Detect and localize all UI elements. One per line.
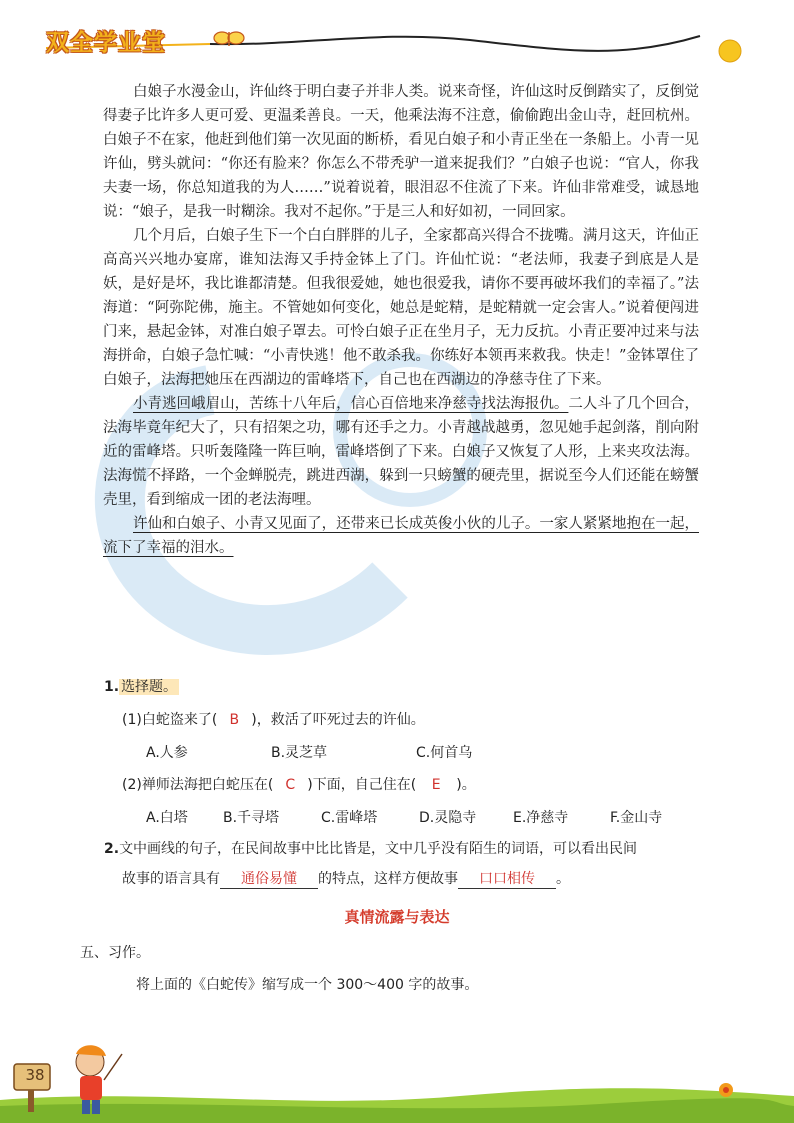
story-text bbox=[103, 80, 699, 560]
question-1-sub2: (2)禅师法海把白蛇压在( C )下面，自己住在( E )。 bbox=[122, 777, 476, 793]
brand-logo: 双全学业堂 bbox=[46, 30, 166, 56]
underlined-sentence-2: 许仙和白娘子、小青又见面了，还带来已长成英俊小伙的儿子。一家人紧紧地抱在一起，流下了幸福的泪水。 bbox=[103, 516, 699, 556]
sun-icon bbox=[717, 38, 743, 64]
answer-q2-1: 通俗易懂 bbox=[220, 868, 318, 889]
paragraph-1: 白娘子水漫金山，许仙终于明白妻子并非人类。说来奇怪，许仙这时反倒踏实了，反倒觉得妻子比许多人更可爱、更温柔善良。一天，他乘法海不注意，偷偷跑出金山寺，赶回杭州。白娘子不在家，他赶到他们第一次见面的断桥，看见白娘子和小青正坐在一条船上。小青一见许仙，劈头就问：“你还有脸来？你怎么不带秃驴一道来捉我们？”白娘子也说：“官人，你我夫妻一场，你总知道我的为人……”说着说着，眼泪忍不住流了下来。许仙非常难受，诚恳地说：“娘子，是我一时糊涂。我对不起你。”于是三人和好如初，一同回家。 bbox=[103, 84, 699, 220]
option-f-jinshansi: F.金山寺 bbox=[610, 810, 663, 826]
underlined-sentence-1: 小青逃回峨眉山，苦练十八年后，信心百倍地来净慈寺找法海报仇。 bbox=[133, 396, 569, 412]
option-c-heshouwu: C.何首乌 bbox=[416, 745, 473, 761]
option-a-ginseng: A.人参 bbox=[146, 745, 188, 761]
footer-decoration bbox=[0, 1040, 794, 1123]
question-1-sub1: (1)白蛇盗来了( B )，救活了吓死过去的许仙。 bbox=[122, 712, 425, 728]
answer-q1-2b: E bbox=[431, 777, 441, 793]
question-2: 2.文中画线的句子，在民间故事中比比皆是，文中几乎没有陌生的词语，可以看出民间 bbox=[104, 841, 638, 857]
question-1-label: 选择题。 bbox=[121, 679, 178, 695]
option-b-lingzhi: B.灵芝草 bbox=[271, 745, 328, 761]
paragraph-2: 几个月后，白娘子生下一个白白胖胖的儿子，全家都高兴得合不拢嘴。满月这天，许仙正高高兴兴地办宴席，谁知法海又手持金钵上了门。许仙忙说：“老法师，我妻子到底是人是妖，是好是坏，我比谁都清楚。但我很爱她，她也很爱我，请你不要再破坏我们的幸福了。”法海道：“阿弥陀佛，施主。不管她如何变化，她总是蛇精，是蛇精就一定会害人。”说着便闯进门来，悬起金钵，对准白娘子罩去。可怜白娘子正在坐月子，无力反抗。小青正要冲过来与法海拼命，白娘子急忙喊：“小青快逃！他不敢杀我。你练好本领再来救我。快走！”金钵罩住了白娘子，法海把她压在西湖边的雷峰塔下，自己也在西湖边的净慈寺住了下来。 bbox=[103, 228, 699, 388]
paragraph-4 bbox=[103, 512, 699, 560]
question-5-title: 五、习作。 bbox=[80, 945, 150, 961]
option-d-lingyinsi: D.灵隐寺 bbox=[419, 810, 477, 826]
option-e-jingcisi: E.净慈寺 bbox=[513, 810, 569, 826]
question-1-number: 1. bbox=[104, 679, 120, 695]
answer-q1-1: B bbox=[229, 712, 240, 728]
option-a-baita: A.白塔 bbox=[146, 810, 188, 826]
page-number: 38 bbox=[25, 1066, 45, 1084]
option-b-qianxunta: B.千寻塔 bbox=[223, 810, 280, 826]
answer-q1-2a: C bbox=[285, 777, 296, 793]
question-5-text: 将上面的《白蛇传》缩写成一个 300～400 字的故事。 bbox=[136, 977, 479, 993]
paragraph-3 bbox=[103, 392, 699, 512]
paragraph-3-rest: 二人斗了几个回合，法海毕竟年纪大了，只有招架之功，哪有还手之力。小青越战越勇，忽见她手起剑落，削向附近的雷峰塔。只听轰隆隆一阵巨响，雷峰塔倒了下来。白娘子又恢复了人形，上来夹攻法海。法海慌不择路，一个金蝉脱壳，跳进西湖，躲到一只螃蟹的硬壳里，据说至今人们还能在螃蟹壳里，看到缩成一团的老法海哩。 bbox=[103, 396, 700, 508]
option-c-leifengta: C.雷峰塔 bbox=[321, 810, 378, 826]
question-2-fill: 故事的语言具有 通俗易懂 的特点，这样方便故事 口口相传 。 bbox=[122, 868, 570, 889]
answer-q2-2: 口口相传 bbox=[458, 868, 556, 889]
section-title: 真情流露与表达 bbox=[344, 908, 450, 926]
question-1-title bbox=[104, 676, 179, 696]
butterfly-icon bbox=[212, 28, 248, 50]
page-header bbox=[0, 0, 794, 80]
question-2-number: 2. bbox=[104, 841, 120, 857]
